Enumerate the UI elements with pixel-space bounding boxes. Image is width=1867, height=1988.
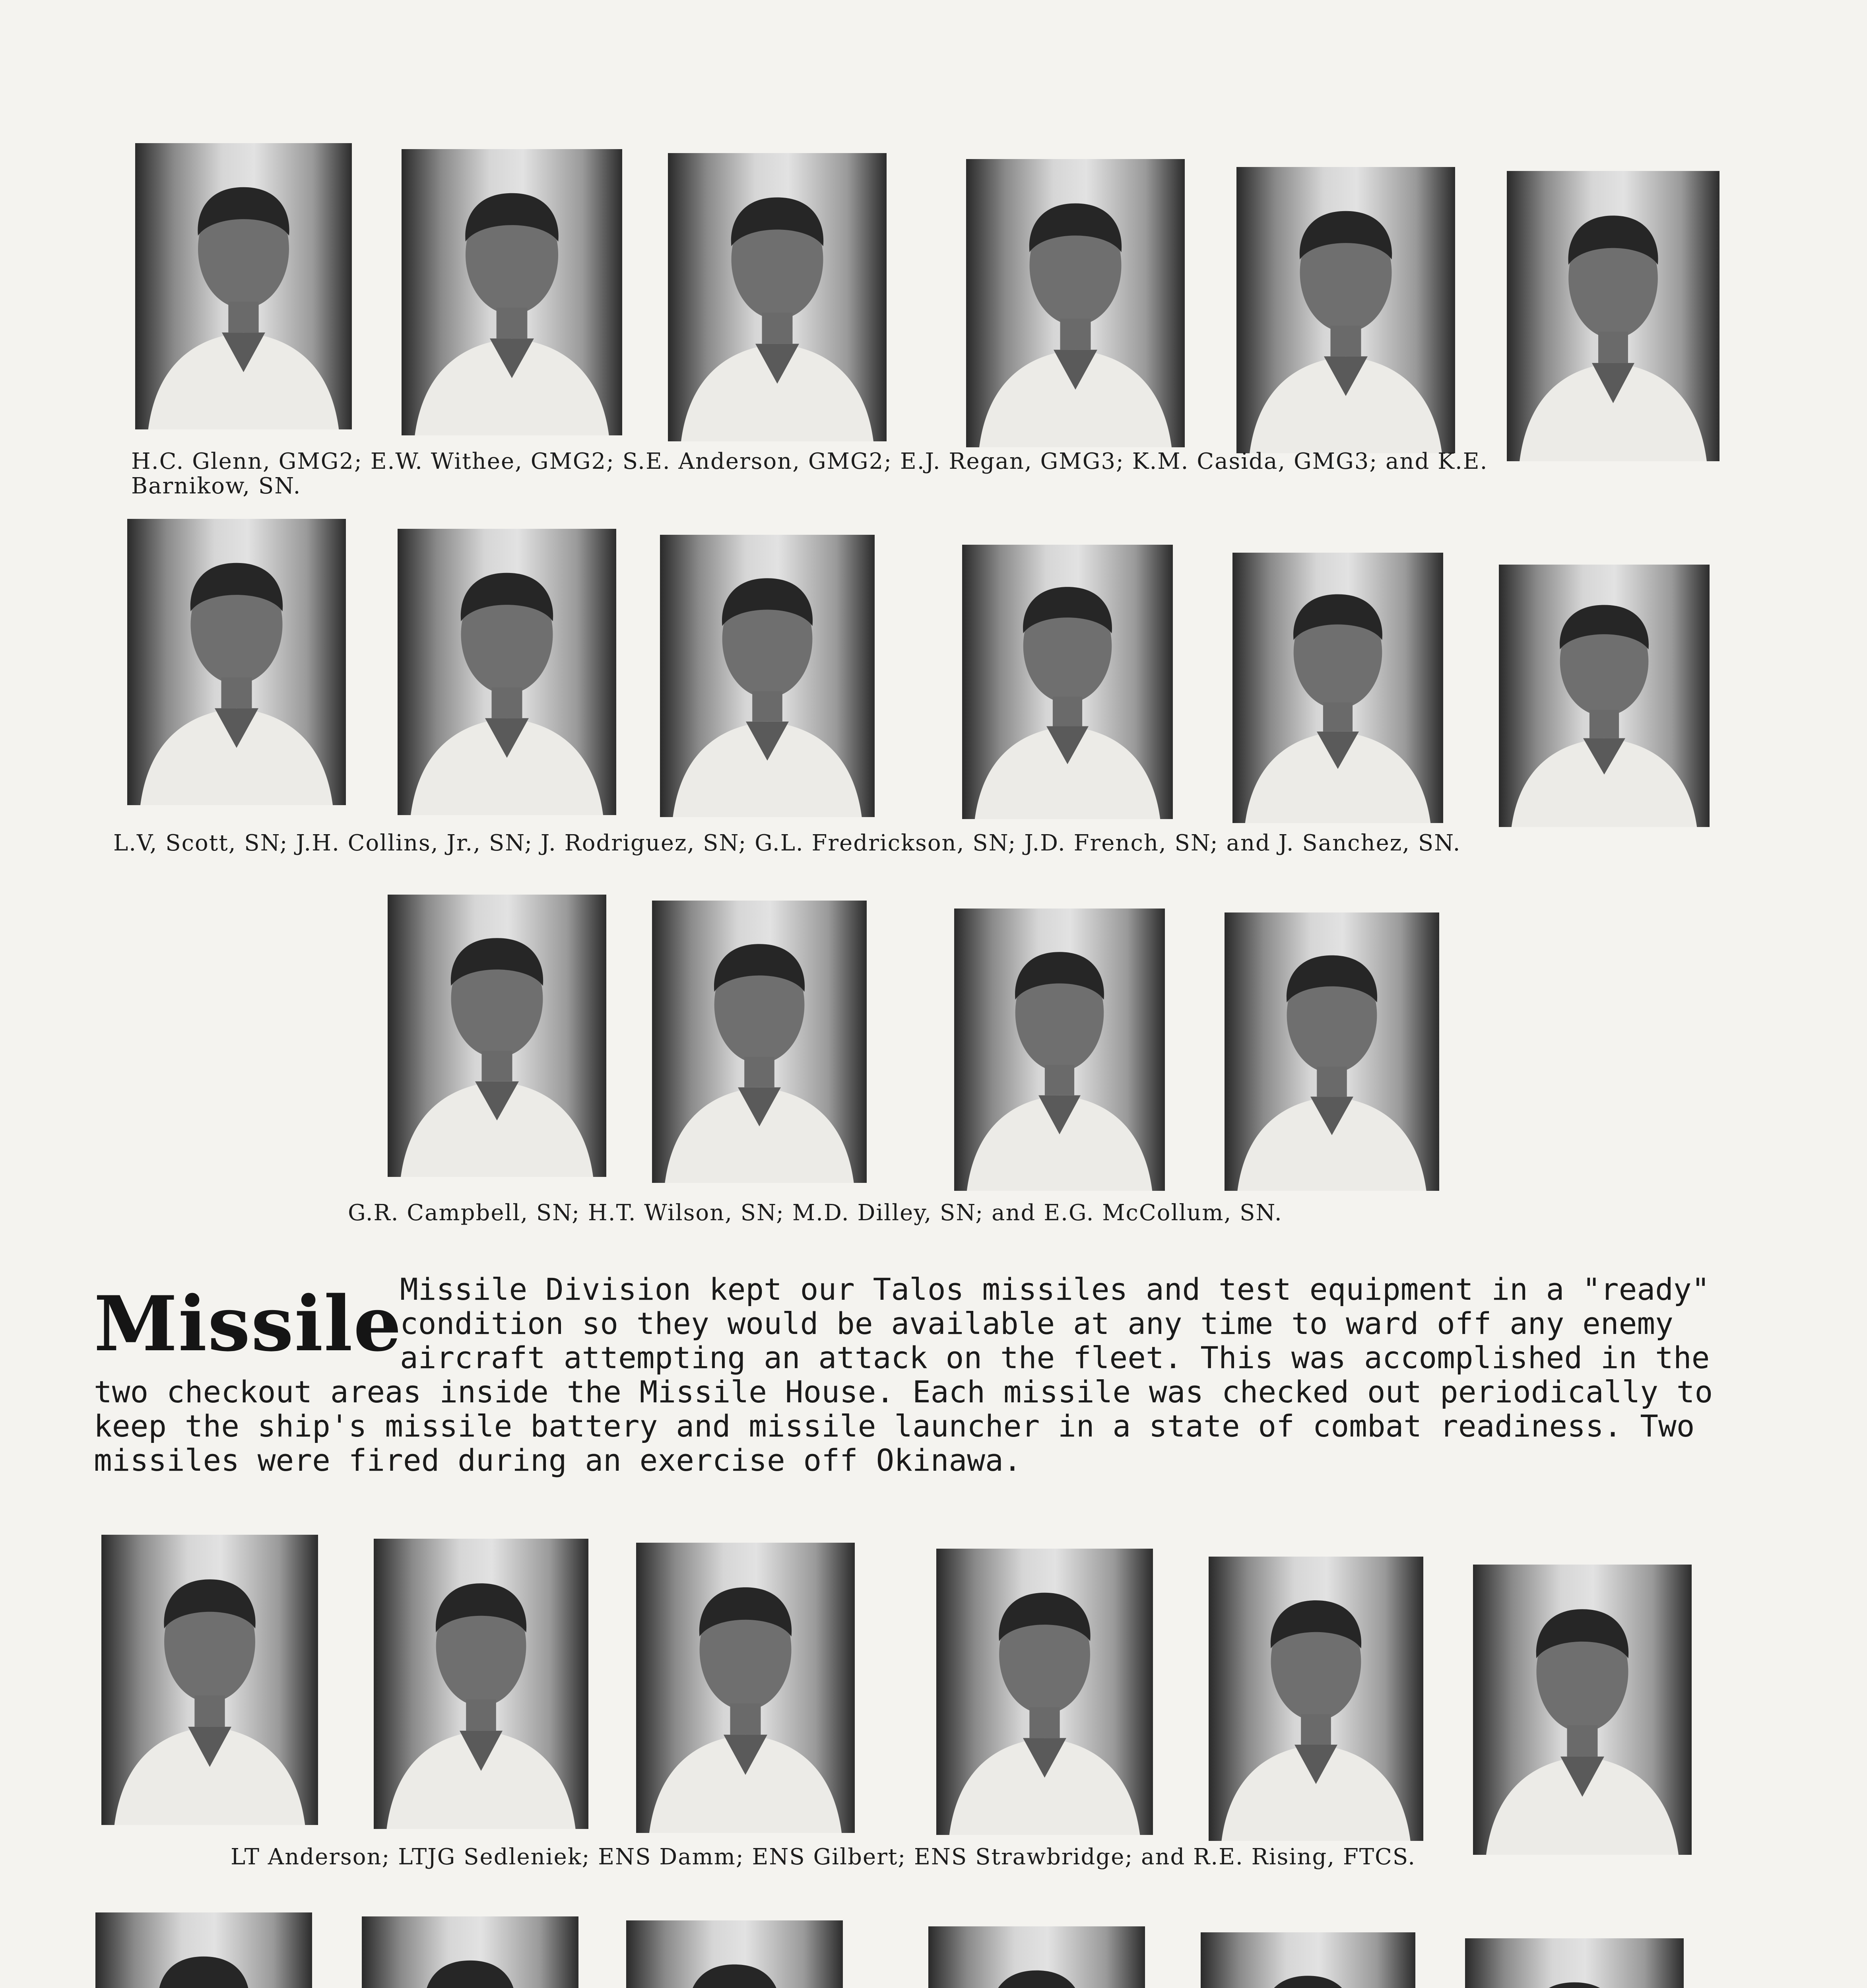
portrait-silhouette bbox=[127, 519, 346, 805]
caption-line: LT Anderson; LTJG Sedleniek; ENS Damm; ENS Gilbert; ENS Strawbridge; and R.E. Rising, FTCS. bbox=[231, 1844, 1416, 1870]
portrait-photo bbox=[936, 1549, 1153, 1835]
portrait-photo bbox=[652, 901, 867, 1183]
portrait-photo bbox=[1507, 171, 1720, 461]
portrait-silhouette bbox=[1225, 912, 1439, 1191]
portrait-photo bbox=[1465, 1938, 1684, 1988]
section-body: Missile Division kept our Talos missiles and test equipment in a "ready" condition so they would be available at any time to ward off any enemy aircraft attempting an attack on the fleet. This was accomplished in the two checkout areas inside the Missile House. Each missile was checked out periodically to keep the ship's missile battery and missile launcher in a state of combat readiness. Two missiles were fired during an exercise off Okinawa. bbox=[94, 1272, 1713, 1478]
portrait-photo bbox=[398, 529, 616, 815]
portrait-photo bbox=[374, 1539, 588, 1829]
photo-caption bbox=[113, 831, 1461, 856]
portrait-photo bbox=[127, 519, 346, 805]
portrait-silhouette bbox=[962, 545, 1173, 819]
portrait-silhouette bbox=[1201, 1932, 1415, 1988]
portrait-silhouette bbox=[636, 1543, 855, 1833]
section-title: Missile bbox=[94, 1279, 402, 1368]
portrait-silhouette bbox=[402, 149, 622, 435]
portrait-silhouette bbox=[936, 1549, 1153, 1835]
portrait-photo bbox=[668, 153, 887, 441]
portrait-photo bbox=[1499, 565, 1710, 827]
portrait-silhouette bbox=[966, 159, 1185, 447]
portrait-silhouette bbox=[1473, 1565, 1692, 1855]
title-gap bbox=[94, 1272, 400, 1372]
portrait-silhouette bbox=[398, 529, 616, 815]
photo-caption bbox=[231, 1845, 1416, 1870]
portrait-silhouette bbox=[101, 1535, 318, 1825]
portrait-photo bbox=[626, 1920, 843, 1988]
caption-line: L.V, Scott, SN; J.H. Collins, Jr., SN; J. Rodriguez, SN; G.L. Fredrickson, SN; J.D. French, SN; and J. Sanchez, SN. bbox=[113, 830, 1461, 856]
portrait-silhouette bbox=[660, 535, 875, 817]
portrait-photo bbox=[660, 535, 875, 817]
portrait-photo bbox=[95, 1912, 312, 1988]
portrait-silhouette bbox=[668, 153, 887, 441]
portrait-silhouette bbox=[95, 1912, 312, 1988]
portrait-photo bbox=[135, 143, 352, 429]
portrait-photo bbox=[388, 895, 606, 1177]
portrait-photo bbox=[966, 159, 1185, 447]
portrait-photo bbox=[1201, 1932, 1415, 1988]
portrait-photo bbox=[928, 1926, 1145, 1988]
portrait-photo bbox=[954, 909, 1165, 1191]
portrait-silhouette bbox=[652, 901, 867, 1183]
portrait-silhouette bbox=[1507, 171, 1720, 461]
caption-line: G.R. Campbell, SN; H.T. Wilson, SN; M.D. Dilley, SN; and E.G. McCollum, SN. bbox=[348, 1200, 1283, 1226]
section-body-text bbox=[94, 1272, 1716, 1477]
portrait-photo bbox=[1209, 1557, 1423, 1841]
portrait-photo bbox=[1236, 167, 1455, 453]
caption-line: Barnikow, SN. bbox=[131, 473, 301, 499]
portrait-photo bbox=[1225, 912, 1439, 1191]
photo-caption bbox=[348, 1201, 1283, 1225]
portrait-silhouette bbox=[954, 909, 1165, 1191]
portrait-silhouette bbox=[135, 143, 352, 429]
portrait-silhouette bbox=[388, 895, 606, 1177]
portrait-silhouette bbox=[1209, 1557, 1423, 1841]
portrait-silhouette bbox=[1236, 167, 1455, 453]
portrait-photo bbox=[636, 1543, 855, 1833]
portrait-silhouette bbox=[928, 1926, 1145, 1988]
portrait-photo bbox=[1232, 553, 1443, 823]
portrait-silhouette bbox=[626, 1920, 843, 1988]
portrait-silhouette bbox=[1232, 553, 1443, 823]
portrait-silhouette bbox=[1499, 565, 1710, 827]
portrait-photo bbox=[962, 545, 1173, 819]
portrait-photo bbox=[402, 149, 622, 435]
portrait-photo bbox=[101, 1535, 318, 1825]
portrait-silhouette bbox=[362, 1916, 578, 1988]
portrait-silhouette bbox=[1465, 1938, 1684, 1988]
portrait-silhouette bbox=[374, 1539, 588, 1829]
portrait-photo bbox=[1473, 1565, 1692, 1855]
caption-line: H.C. Glenn, GMG2; E.W. Withee, GMG2; S.E. Anderson, GMG2; E.J. Regan, GMG3; K.M. Casida, GMG3; and K.E. bbox=[131, 448, 1488, 474]
photo-caption bbox=[131, 449, 1488, 499]
portrait-photo bbox=[362, 1916, 578, 1988]
